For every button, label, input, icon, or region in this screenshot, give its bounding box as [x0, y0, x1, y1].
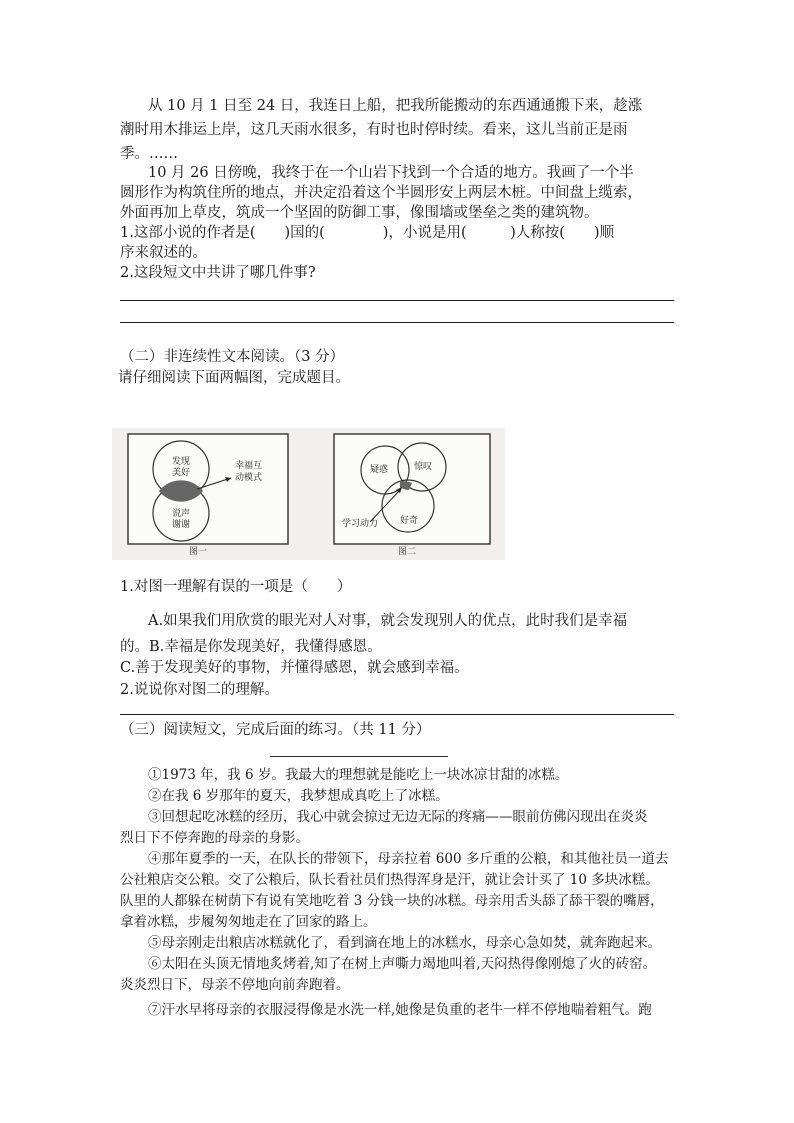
- figure-1-frame: [128, 434, 288, 544]
- section-2-question-1: 1.对图一理解有误的一项是（ ）: [120, 579, 352, 595]
- passage-line: 10 月 26 日傍晚，我终于在一个山岩下找到一个合适的地方。我画了一个半: [148, 165, 634, 181]
- label-discover-1: 发现: [172, 457, 191, 467]
- label-model-1: 幸福互: [235, 461, 263, 471]
- label-doubt: 疑惑: [370, 465, 389, 475]
- figure-2-caption: 图二: [398, 547, 417, 557]
- label-model-2: 动模式: [235, 473, 263, 483]
- answer-line[interactable]: [120, 322, 674, 323]
- section-2-instruction: 请仔细阅读下面两幅图，完成题目。: [118, 370, 350, 386]
- paragraph: ⑤母亲刚走出粮店冰糕就化了，看到滴在地上的冰糕水，母亲心急如焚，就奔跑起来。: [148, 935, 661, 951]
- paragraph: ①1973 年，我 6 岁。我最大的理想就是能吃上一块冰凉甘甜的冰糕。: [148, 767, 569, 783]
- title-blank[interactable]: [270, 756, 448, 757]
- label-curious: 好奇: [400, 516, 419, 526]
- label-wonder: 惊叹: [414, 462, 433, 472]
- question-1: 1.这部小说的作者是( )国的( )，小说是用( )人称按( )顺: [120, 225, 615, 241]
- question-1-cont: 序来叙述的。: [120, 245, 207, 261]
- section-2-question-2: 2.说说你对图二的理解。: [120, 682, 279, 698]
- paragraph: ③回想起吃冰糕的经历，我心中就会掠过无边无际的疼痛——眼前仿佛闪现出在炎炎: [148, 809, 648, 825]
- passage-line: 季。……: [120, 146, 178, 162]
- option-c: C.善于发现美好的事物，并懂得感恩，就会感到幸福。: [120, 660, 469, 676]
- paragraph: ⑥太阳在头顶无情地炙烤着,知了在树上声嘶力竭地叫着,天闷热得像刚熄了火的砖窑。: [148, 956, 657, 972]
- figure-1: [125, 432, 295, 558]
- label-motivation: 学习动力: [342, 519, 379, 529]
- question-2: 2.这段短文中共讲了哪几件事?: [120, 265, 316, 281]
- answer-line[interactable]: [120, 714, 674, 715]
- figure-1-caption: 图一: [189, 547, 208, 557]
- paragraph: 烈日下不停奔跑的母亲的身影。: [120, 830, 309, 846]
- label-thanks-2: 谢谢: [172, 520, 191, 530]
- paragraph: 炎炎烈日下，母亲不停地向前奔跑着。: [120, 977, 350, 993]
- passage-line: 圆形作为构筑住所的地点，并决定沿着这个半圆形安上两层木桩。中间盘上缆索，: [120, 185, 642, 201]
- section-2-title: （二）非连续性文本阅读。（3 分）: [120, 349, 345, 365]
- answer-line[interactable]: [120, 300, 674, 301]
- paragraph: 公社粮店交公粮。交了公粮后，队长看社员们热得浑身是汗，就让会计买了 10 多块冰糕。: [120, 872, 659, 888]
- option-a: A.如果我们用欣赏的眼光对人对事，就会发现别人的优点，此时我们是幸福: [148, 613, 628, 629]
- passage-line: 潮时用木排运上岸，这几天雨水很多，有时也时停时续。看来，这儿当前正是雨: [120, 122, 628, 138]
- section-3-title: （三）阅读短文，完成后面的练习。（共 11 分）: [120, 722, 431, 738]
- paragraph: 拿着冰糕，步履匆匆地走在了回家的路上。: [120, 914, 377, 930]
- label-thanks-1: 说声: [172, 509, 191, 519]
- label-discover-2: 美好: [172, 468, 191, 478]
- option-a-cont: 的。B.幸福是你发现美好，我懂得感恩。: [120, 639, 382, 655]
- passage-line: 外面再加上草皮，筑成一个坚固的防御工事，像围墙或堡垒之类的建筑物。: [120, 205, 599, 221]
- paragraph: 队里的人都躲在树荫下有说有笑地吃着 3 分钱一块的冰糕。母亲用舌头舔了舔干裂的嘴唇，: [120, 893, 664, 909]
- figure-2: [330, 432, 495, 558]
- paragraph: ④那年夏季的一天，在队长的带领下，母亲拉着 600 多斤重的公粮，和其他社员一道去: [148, 851, 669, 867]
- paragraph: ⑦汗水早将母亲的衣服浸得像是水洗一样,她像是负重的老牛一样不停地喘着粗气。跑: [148, 1002, 652, 1018]
- paragraph: ②在我 6 岁那年的夏天，我梦想成真吃上了冰糕。: [148, 788, 449, 804]
- passage-line: 从 10 月 1 日至 24 日，我连日上船，把我所能搬动的东西通通搬下来，趁涨: [148, 98, 643, 114]
